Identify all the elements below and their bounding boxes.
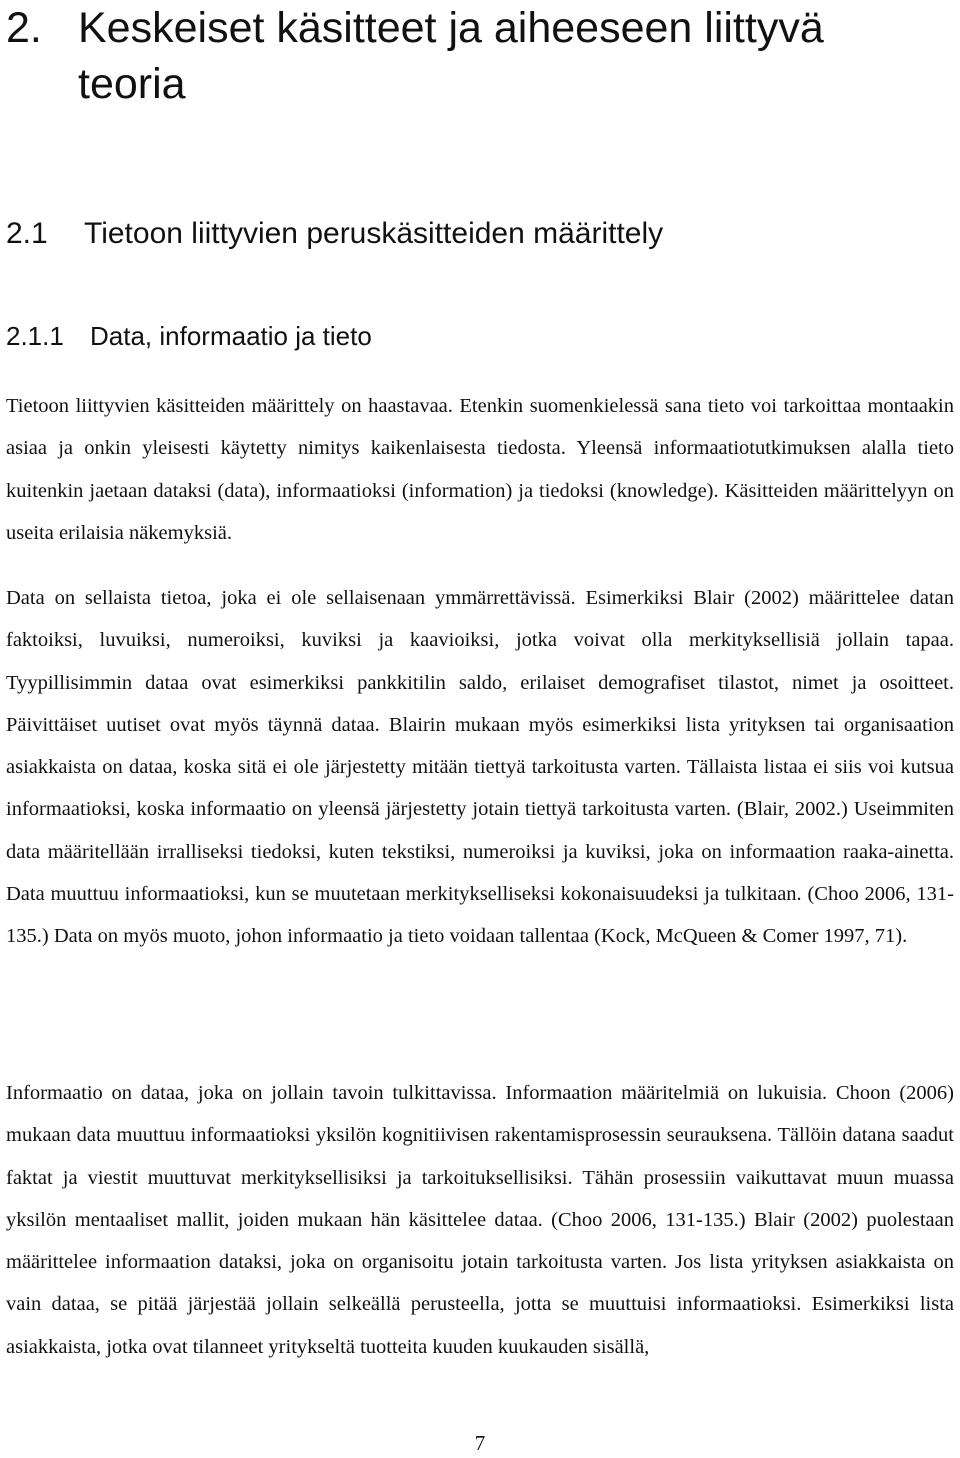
subsection-title: Data, informaatio ja tieto bbox=[90, 321, 372, 351]
paragraph-2: Data on sellaista tietoa, joka ei ole sellaisenaan ymmärrettävissä. Esimerkiksi Blair (2002) määrittelee datan faktoiksi, luvuiksi, numeroiksi, kuviksi ja kaavioiksi, jotka voivat olla merkityksellisiä jollain tapaa. Tyypillisimmin dataa ovat esimerkiksi pankkitilin saldo, erilaiset demografiset tilastot, nimet ja osoitteet. Päivittäiset uutiset ovat myös täynnä dataa. Blairin mukaan myös esimerkiksi lista yrityksen tai organisaation asiakkaista on dataa, koska sitä ei ole järjestetty mitään tiettyä tarkoitusta varten. Tällaista listaa ei siis voi kutsua informaatioksi, koska informaatio on yleensä järjestetty jotain tiettyä tarkoitusta varten. (Blair, 2002.) Useimmiten data määritellään irralliseksi tiedoksi, kuten tekstiksi, numeroiksi ja kuviksi, joka on informaation raaka-ainetta. Data muuttuu informaatioksi, kun se muutetaan merkitykselliseksi kokonaisuudeksi ja tulkitaan. (Choo 2006, 131-135.) Data on myös muoto, johon informaatio ja tieto voidaan tallentaa (Kock, McQueen & Comer 1997, 71). bbox=[6, 587, 954, 948]
section-number: 2.1 bbox=[6, 217, 48, 250]
chapter-heading bbox=[6, 0, 956, 112]
section-title: Tietoon liittyvien peruskäsitteiden määrittely bbox=[84, 217, 664, 250]
subsection-number: 2.1.1 bbox=[6, 321, 64, 351]
section-heading bbox=[6, 213, 663, 255]
paragraph-1: Tietoon liittyvien käsitteiden määrittely on haastavaa. Etenkin suomenkielessä sana tieto voi tarkoittaa montaakin asiaa ja onkin yleisesti käytetty nimitys kaikenlaisesta tiedosta. Yleensä informaatiotutkimuksen alalla tieto kuitenkin jaetaan dataksi (data), informaatioksi (information) ja tiedoksi (knowledge). Käsitteiden määrittelyyn on useita erilaisia näkemyksiä. bbox=[6, 395, 954, 544]
chapter-title-line-2: teoria bbox=[78, 60, 186, 108]
chapter-number: 2. bbox=[6, 4, 42, 52]
subsection-heading bbox=[6, 318, 372, 354]
chapter-title-line-1: Keskeiset käsitteet ja aiheeseen liittyvä bbox=[78, 4, 824, 52]
paragraph-3: Informaatio on dataa, joka on jollain tavoin tulkittavissa. Informaation määritelmiä on lukuisia. Choon (2006) mukaan data muuttuu informaatioksi yksilön kognitiivisen rakentamisprosessin seurauksena. Tällöin datana saadut faktat ja viestit muuttuvat merkityksellisiksi ja tarkoituksellisiksi. Tähän prosessiin vaikuttavat muun muassa yksilön mentaaliset mallit, joiden mukaan hän käsittelee dataa. (Choo 2006, 131-135.) Blair (2002) puolestaan määrittelee informaation dataksi, joka on organisoitu jotain tarkoitusta varten. Jos lista yrityksen asiakkaista on vain dataa, se pitää järjestää jollain selkeällä perusteella, jotta se muuttuisi informaatioksi. Esimerkiksi lista asiakkaista, jotka ovat tilanneet yritykseltä tuotteita kuuden kuukauden sisällä, bbox=[6, 1082, 954, 1358]
page-number: 7 bbox=[474, 1431, 486, 1455]
